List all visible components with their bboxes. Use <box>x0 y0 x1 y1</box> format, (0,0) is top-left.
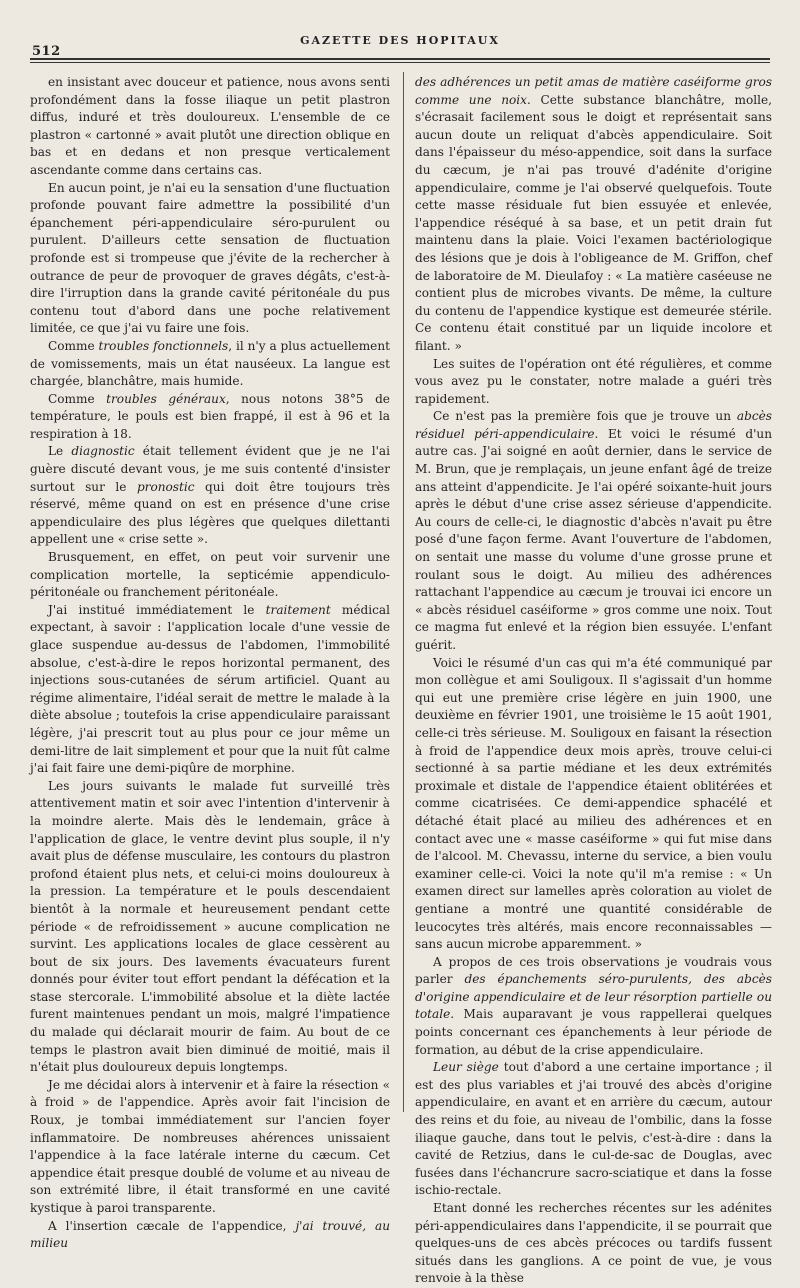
paragraph <box>415 408 772 654</box>
paragraph-text: Comme <box>48 391 107 406</box>
italic-phrase: des adhérences un petit amas de matière caséiforme gros comme une noix. <box>415 75 772 107</box>
paragraph-text: Comme <box>48 338 99 353</box>
paragraph-text: , nous notons 38°5 de température, le pouls est bien frappé, il est à 96 et la respiration à 18. <box>30 391 390 441</box>
paragraph-text: J'ai institué immédiatement le <box>48 602 266 617</box>
paragraph-text: tout d'abord a une certaine importance ; il est des plus variables et j'ai trouvé des abcès d'origine appendiculaire, en avant et en arrière du cæcum, autour des reins et du foie, au niveau de l'ombilic, dans la fosse iliaque gauche, dans tout le pelvis, c'est-à-dire : dans la cavité de Retzius, dans le cul-de-sac de Douglas, avec fusées dans l'échancrure sacro-sciatique et dans la fosse ischio-rectale. <box>415 1060 772 1198</box>
paragraph <box>415 1200 772 1288</box>
paragraph-text: en insistant avec douceur et patience, nous avons senti profondément dans la fosse iliaque un petit plastron diffus, induré et très douloureux. L'ensemble de ce plastron « cartonné » avait plutôt une direction oblique en bas et en dedans et non presque verticalement ascendante comme dans certains cas. <box>30 75 390 177</box>
paragraph-text: A l'insertion cæcale de l'appendice, <box>48 1218 296 1233</box>
paragraph-text: Ce n'est pas la première fois que je trouve un <box>433 409 737 424</box>
right-column <box>415 74 772 1288</box>
italic-phrase: traitement <box>265 602 331 617</box>
paragraph <box>30 1218 390 1253</box>
paragraph-text: Etant donné les recherches récentes sur les adénites péri-appendiculaires dans l'appendicite, il se pourrait que quelques-uns de ces abcès précoces ou tardifs fussent situés dans les ganglions. A ce point de vue, je vous renvoie à la thèse <box>415 1201 772 1286</box>
paragraph-text: , il n'y a plus actuellement de vomissements, mais un état nauséeux. La langue est chargée, blanchâtre, mais humide. <box>30 338 390 389</box>
paragraph <box>415 655 772 954</box>
italic-phrase: des épanchements séro-purulents, des abcès d'origine appendiculaire et de leur résorption partielle ou totale. <box>415 972 772 1022</box>
paragraph-text: Voici le résumé d'un cas qui m'a été communiqué par mon collègue et ami Souligoux. Il s'agissait d'un homme qui eut une première crise légère en juin 1900, une deuxième en février 1901, une troisième le 15 août 1901, celle-ci très sérieuse. M. Souligoux en faisant la résection à froid de l'appendice deux mois après, trouve celui-ci sectionné à sa partie médiane et les deux extrémités proximale et distale de l'appendice étaient oblitérées et comme cicatrisées. Ce demi-appendice sphacélé et détaché était placé au milieu des adhérences et en contact avec une « masse caséiforme » qui fut mise dans de l'alcool. M. Chevassu, interne du service, a bien voulu examiner celle-ci. Voici la note qu'il m'a remise : « Un examen direct sur lamelles après coloration au violet de gentiane a montré une quantité considérable de leucocytes très altérés, mais encore reconnaissables — sans aucun microbe apparemment. » <box>415 655 772 952</box>
paragraph-text: Le <box>48 444 72 459</box>
paragraph-text: qui doit être toujours très réservé, même quand on est en présence d'une crise appendiculaire des plus légères que quelques dilettanti appellent une « crise sette ». <box>30 479 390 547</box>
paragraph <box>30 778 390 1077</box>
left-column <box>30 74 390 1253</box>
paragraph <box>30 549 390 602</box>
paragraph <box>30 74 390 180</box>
paragraph <box>30 1077 390 1218</box>
italic-phrase: troubles fonctionnels <box>98 338 229 353</box>
paragraph-text: Je me décidai alors à intervenir et à faire la résection « à froid » de l'appendice. Après avoir fait l'incision de Roux, je tombai immédiatement sur l'ancien foyer inflammatoire. De nombreuses ahérences unissaient l'appendice à la face latérale interne du cæcum. Cet appendice était presque doublé de volume et au niveau de son extrémité libre, il était transformé en une cavité kystique à paroi transparente. <box>30 1077 390 1215</box>
paragraph <box>415 74 772 356</box>
italic-phrase: abcès résiduel péri-appendiculaire <box>415 409 772 441</box>
paragraph-text: . Et voici le résumé d'un autre cas. J'ai soigné en août dernier, dans le service de M. Brun, que je remplaçais, un jeune enfant âgé de treize ans atteint d'appendicite. Je l'ai opéré soixante-huit jours après le début d'une crise assez sérieuse d'appendicite. Au cours de celle-ci, le diagnostic d'abcès n'avait pu être posé d'une façon ferme. Avant l'ouverture de l'abdomen, on sentait une masse du volume d'une grosse prune et roulant sous le doigt. Au milieu des adhérences rattachant l'appendice au cæcum je trouvai ici encore un « abcès résiduel caséiforme » gros comme une noix. Tout ce magma fut enlevé et la région bien essuyée. L'enfant guérit. <box>415 426 772 652</box>
paragraph-text: Les suites de l'opération ont été régulières, et comme vous avez pu le constater, notre malade a guéri très rapidement. <box>415 356 772 406</box>
paragraph <box>415 954 772 1060</box>
paragraph-text: Mais auparavant je vous rappellerai quelques points concernant ces épanchements à leur période de formation, au début de la crise appendiculaire. <box>415 1007 772 1057</box>
paragraph-text: médical expectant, à savoir : l'application locale d'une vessie de glace suspendue au-dessus de l'abdomen, l'immobilité absolue, c'est-à-dire le repos horizontal permanent, des injections sous-cutanées de sérum artificiel. Quant au régime alimentaire, l'idéal serait de mettre le malade à la diète absolue ; toutefois la crise appendiculaire paraissant légère, j'ai prescrit tout au plus pour ce jour même un demi-litre de lait simplement et pour que la nuit fût calme j'ai fait faire une demi-piqûre de morphine. <box>30 602 391 776</box>
italic-phrase: troubles généraux <box>106 391 226 406</box>
paragraph-text: A propos de ces trois observations je voudrais vous parler <box>415 954 772 987</box>
paragraph-text: Les jours suivants le malade fut surveillé très attentivement matin et soir avec l'intention d'intervenir à la moindre alerte. Mais dès le lendemain, grâce à l'application de glace, le ventre devint plus souple, il n'y avait plus de défense musculaire, les contours du plastron profond étaient plus nets, et celui-ci moins douloureux à la pression. La température et le pouls descendaient bientôt à la normale et heureusement pendant cette période « de refroidissement » aucune complication ne survint. Les applications locales de glace cessèrent au bout de six jours. Des lavements évacuateurs furent donnés pour éviter tout effort pendant la défécation et la stase stercorale. L'immobilité absolue et la diète lactée furent maintenues pendant un mois, malgré l'impatience du malade qui déclarait mourir de faim. Au bout de ce temps le plastron avait bien diminué de moitié, mais il n'était plus douloureux depuis longtemps. <box>30 778 390 1075</box>
journal-title: GAZETTE DES HOPITAUX <box>300 34 500 47</box>
paragraph <box>30 338 390 391</box>
page-header <box>30 30 770 70</box>
paragraph <box>30 602 390 778</box>
italic-phrase: diagnostic <box>71 444 135 459</box>
italic-phrase: Leur siège <box>433 1060 499 1075</box>
column-divider <box>403 72 404 1112</box>
paragraph-text: Brusquement, en effet, on peut voir survenir une complication mortelle, la septicémie appendiculo-péritonéale ou franchement péritonéale. <box>30 550 390 600</box>
paragraph <box>415 356 772 409</box>
page-number: 512 <box>32 44 61 59</box>
paragraph <box>30 443 390 549</box>
header-rule <box>30 58 770 63</box>
paragraph-text: Cette substance blanchâtre, molle, s'écrasait facilement sous le doigt et représentait sans aucun doute un reliquat d'abcès appendiculaire. Soit dans l'épaisseur du méso-appendice, soit dans la surface du cæcum, je n'ai pas trouvé d'adénite d'origine appendiculaire, comme je l'ai observé quelquefois. Toute cette masse résiduale fut bien essuyée et enlevée, l'appendice réséqué à sa base, et un petit drain fut maintenu dans la plaie. Voici l'examen bactériologique des lésions que je dois à l'obligeance de M. Griffon, chef de laboratoire de M. Dieulafoy : « La matière caséeuse ne contient plus de microbes vivants. De même, la culture du contenu de l'appendice kystique est demeurée stérile. Ce contenu était constitué par un liquide incolore et filant. » <box>415 92 772 353</box>
italic-phrase: j'ai trouvé, au milieu <box>30 1218 390 1251</box>
paragraph <box>415 1059 772 1200</box>
paragraph <box>30 180 390 338</box>
paragraph-text: En aucun point, je n'ai eu la sensation d'une fluctuation profonde pouvant faire admettre la possibilité d'un épanchement péri-appendiculaire séro-purulent ou purulent. D'ailleurs cette sensation de fluctuation profonde est si trompeuse que j'évite de la rechercher à outrance de peur de provoquer de graves dégâts, c'est-à-dire l'irruption dans la grande cavité péritonéale du pus contenu tout d'abord dans une poche relativement limitée, ce que j'ai vu faire une fois. <box>30 180 390 336</box>
italic-phrase: pronostic <box>136 479 195 494</box>
paragraph-text: était tellement évident que je ne l'ai guère discuté devant vous, je me suis contenté d'insister surtout sur le <box>30 444 390 494</box>
paragraph <box>30 391 390 444</box>
